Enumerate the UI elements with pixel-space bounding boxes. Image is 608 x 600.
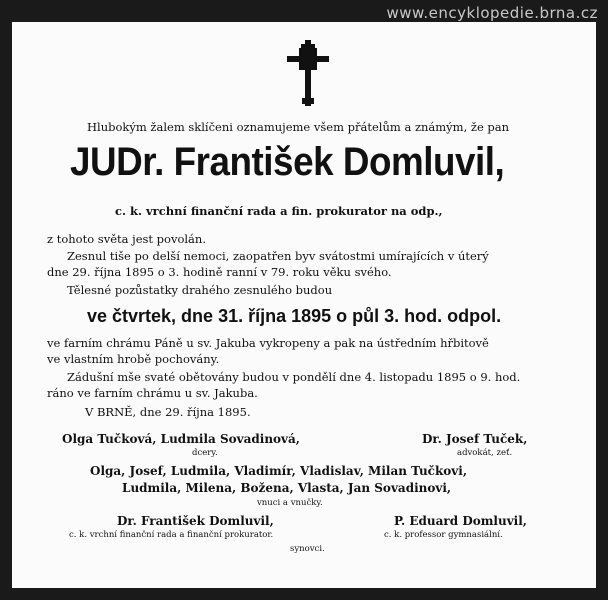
- son-name: Dr. František Domluvil,: [117, 514, 274, 528]
- place-date: V BRNĚ, dne 29. října 1895.: [85, 405, 251, 419]
- watermark: www.encyklopedie.brna.cz: [386, 4, 598, 22]
- latin-cross-icon: [287, 40, 329, 106]
- body-line-2: Zesnul tiše po delší nemoci, zaopatřen byv svátostmi umírajících v úterý: [67, 249, 489, 263]
- son-role: c. k. vrchní finanční rada a finanční prokurator.: [69, 530, 274, 540]
- body-line-4: Tělesné pozůstatky drahého zesnulého budou: [67, 283, 333, 297]
- son-in-law-role: advokát, zeť.: [457, 448, 513, 458]
- son-note: synovci.: [290, 544, 325, 554]
- son-in-law-name: Dr. Josef Tuček,: [422, 432, 528, 446]
- deceased-name: JUDr. František Domluvil,: [70, 140, 505, 184]
- body-line-5: ve farním chrámu Páně u sv. Jakuba vykropeny a pak na ústředním hřbitově: [47, 336, 489, 350]
- grandchildren-role: vnuci a vnučky.: [257, 498, 323, 508]
- body-line-7: Zádušní mše svaté obětovány budou v pondělí dne 4. listopadu 1895 o 9. hod.: [67, 370, 521, 384]
- grandchildren-line-2: Ludmila, Milena, Božena, Vlasta, Jan Sovadinovi,: [122, 481, 452, 495]
- obituary-notice: [12, 22, 596, 588]
- grandchildren-line-1: Olga, Josef, Ludmila, Vladimír, Vladislav, Milan Tučkovi,: [90, 464, 468, 478]
- funeral-date: ve čtvrtek, dne 31. října 1895 o půl 3. hod. odpol.: [87, 306, 502, 326]
- body-line-6: ve vlastním hrobě pochovány.: [47, 352, 220, 366]
- brother-role: c. k. professor gymnasiální.: [384, 530, 503, 540]
- intro-text: Hlubokým žalem sklíčeni oznamujeme všem přátelům a známým, že pan: [87, 120, 510, 134]
- body-line-1: z tohoto světa jest povolán.: [47, 232, 206, 246]
- daughters-role: dcery.: [192, 448, 218, 458]
- deceased-title: c. k. vrchní finanční rada a fin. prokurator na odp.,: [115, 204, 443, 218]
- daughters-names: Olga Tučková, Ludmila Sovadinová,: [62, 432, 300, 446]
- body-line-8: ráno ve farním chrámu u sv. Jakuba.: [47, 386, 258, 400]
- brother-name: P. Eduard Domluvil,: [394, 514, 527, 528]
- body-line-3: dne 29. října 1895 o 3. hodině ranní v 79. roku věku svého.: [47, 265, 392, 279]
